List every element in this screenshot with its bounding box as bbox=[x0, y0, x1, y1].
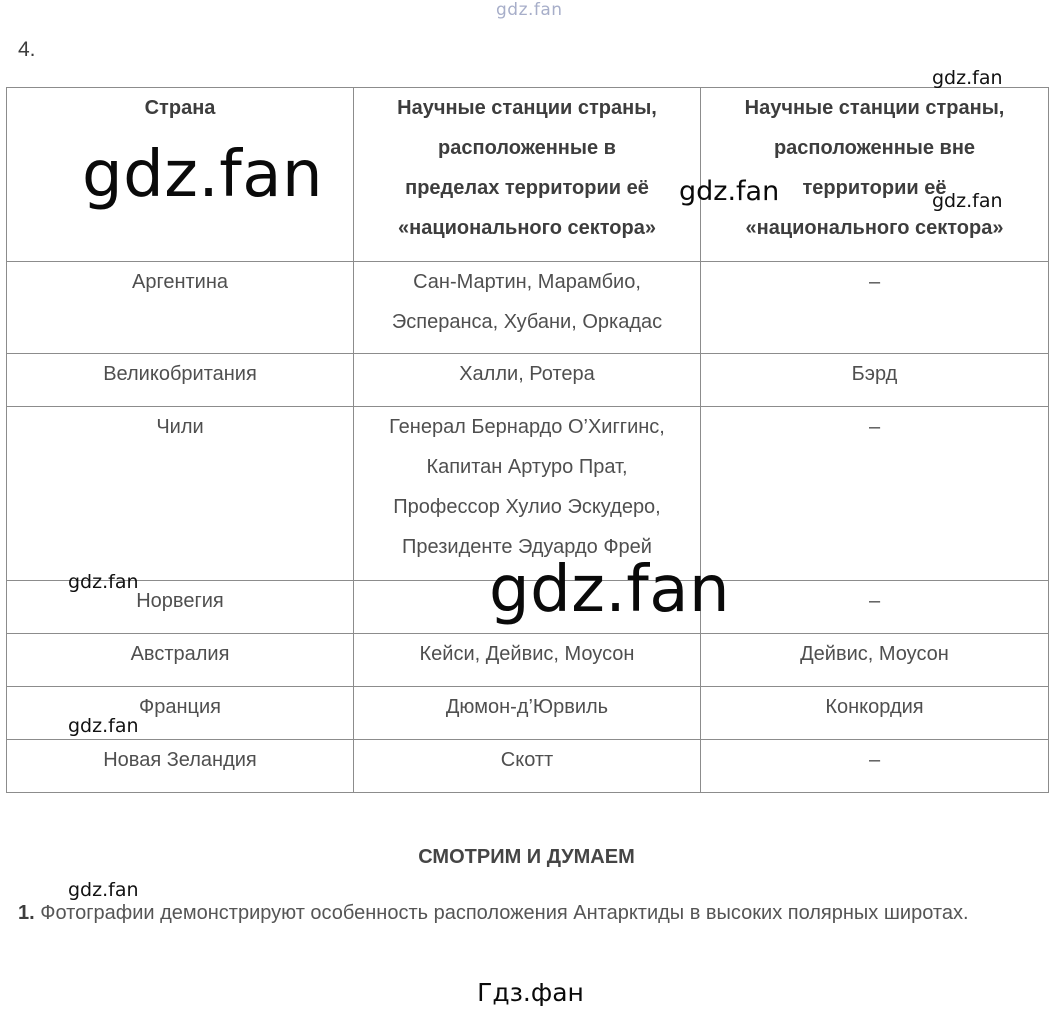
table-row bbox=[7, 262, 1049, 354]
station-line: Профессор Хулио Эскудеро, bbox=[393, 496, 661, 518]
country-cell bbox=[7, 634, 354, 687]
inside-stations-cell bbox=[354, 354, 701, 407]
section-heading: СМОТРИМ И ДУМАЕМ bbox=[418, 846, 635, 868]
watermark-top: gdz.fan bbox=[496, 0, 563, 20]
task-number: 4. bbox=[18, 38, 36, 61]
table-row bbox=[7, 354, 1049, 407]
station-line: – bbox=[868, 271, 881, 293]
country-name: Новая Зеландия bbox=[103, 749, 257, 771]
header-line: «национального сектора» bbox=[745, 217, 1004, 239]
answer-number: 1. bbox=[18, 902, 35, 924]
country-name: Норвегия bbox=[136, 590, 224, 612]
station-line: Капитан Артуро Прат, bbox=[426, 456, 628, 478]
station-line: – bbox=[868, 590, 881, 612]
watermark-large: gdz.fan bbox=[489, 553, 730, 627]
country-cell bbox=[7, 354, 354, 407]
answer-paragraph bbox=[18, 893, 1048, 933]
station-line: Конкордия bbox=[825, 696, 924, 718]
inside-stations-cell bbox=[354, 740, 701, 793]
outside-stations-cell bbox=[701, 262, 1049, 354]
watermark-small: gdz.fan bbox=[932, 67, 1003, 89]
station-line: Халли, Ротера bbox=[459, 363, 595, 385]
outside-stations-cell bbox=[701, 740, 1049, 793]
station-line: Сан-Мартин, Марамбио, bbox=[413, 271, 641, 293]
watermark-small: gdz.fan bbox=[68, 571, 139, 593]
header-line: «национального сектора» bbox=[398, 217, 656, 239]
outside-stations-cell bbox=[701, 407, 1049, 581]
station-line: Эсперанса, Хубани, Оркадас bbox=[391, 311, 663, 333]
country-name: Чили bbox=[156, 416, 204, 438]
answer-text: Фотографии демонстрируют особенность расположения Антарктиды в высоких полярных широтах. bbox=[40, 902, 969, 924]
country-cell bbox=[7, 687, 354, 740]
country-name: Аргентина bbox=[132, 271, 228, 293]
station-line: Генерал Бернардо О’Хиггинс, bbox=[389, 416, 665, 438]
country-cell bbox=[7, 581, 354, 634]
country-cell bbox=[7, 407, 354, 581]
station-line: Дейвис, Моусон bbox=[800, 643, 949, 665]
watermark-medium: gdz.fan bbox=[679, 176, 780, 207]
station-line: Кейси, Дейвис, Моусон bbox=[419, 643, 635, 665]
watermark-small: gdz.fan bbox=[68, 715, 139, 737]
country-name: Великобритания bbox=[103, 363, 257, 385]
table-row bbox=[7, 740, 1049, 793]
header-line: территории её bbox=[802, 177, 947, 199]
table-row bbox=[7, 634, 1049, 687]
station-line: Бэрд bbox=[851, 363, 898, 385]
station-line: – bbox=[868, 416, 881, 438]
header-line: расположенные в bbox=[438, 137, 616, 159]
header-inside-sector bbox=[354, 88, 701, 262]
country-cell bbox=[7, 262, 354, 354]
country-name: Австралия bbox=[130, 643, 230, 665]
outside-stations-cell bbox=[701, 354, 1049, 407]
inside-stations-cell bbox=[354, 687, 701, 740]
watermark-small: gdz.fan bbox=[932, 190, 1003, 212]
header-line: Научные станции страны, bbox=[397, 97, 657, 119]
watermark-small: gdz.fan bbox=[68, 879, 139, 901]
outside-stations-cell bbox=[701, 581, 1049, 634]
header-line: пределах территории её bbox=[405, 177, 649, 199]
station-line: – bbox=[868, 749, 881, 771]
outside-stations-cell bbox=[701, 634, 1049, 687]
header-outside-sector bbox=[701, 88, 1049, 262]
inside-stations-cell bbox=[354, 262, 701, 354]
station-line: Президенте Эдуардо Фрей bbox=[402, 536, 652, 558]
outside-stations-cell bbox=[701, 687, 1049, 740]
country-cell bbox=[7, 740, 354, 793]
inside-stations-cell bbox=[354, 634, 701, 687]
country-name: Франция bbox=[139, 696, 221, 718]
header-line: расположенные вне bbox=[773, 137, 976, 159]
header-line: Научные станции страны, bbox=[744, 97, 1005, 119]
header-line: Страна bbox=[144, 97, 216, 119]
table-row bbox=[7, 687, 1049, 740]
watermark-bottom: Гдз.фан bbox=[477, 978, 584, 1007]
watermark-large: gdz.fan bbox=[82, 138, 323, 212]
station-line: Скотт bbox=[500, 749, 554, 771]
station-line: Дюмон-д’Юрвиль bbox=[445, 696, 609, 718]
